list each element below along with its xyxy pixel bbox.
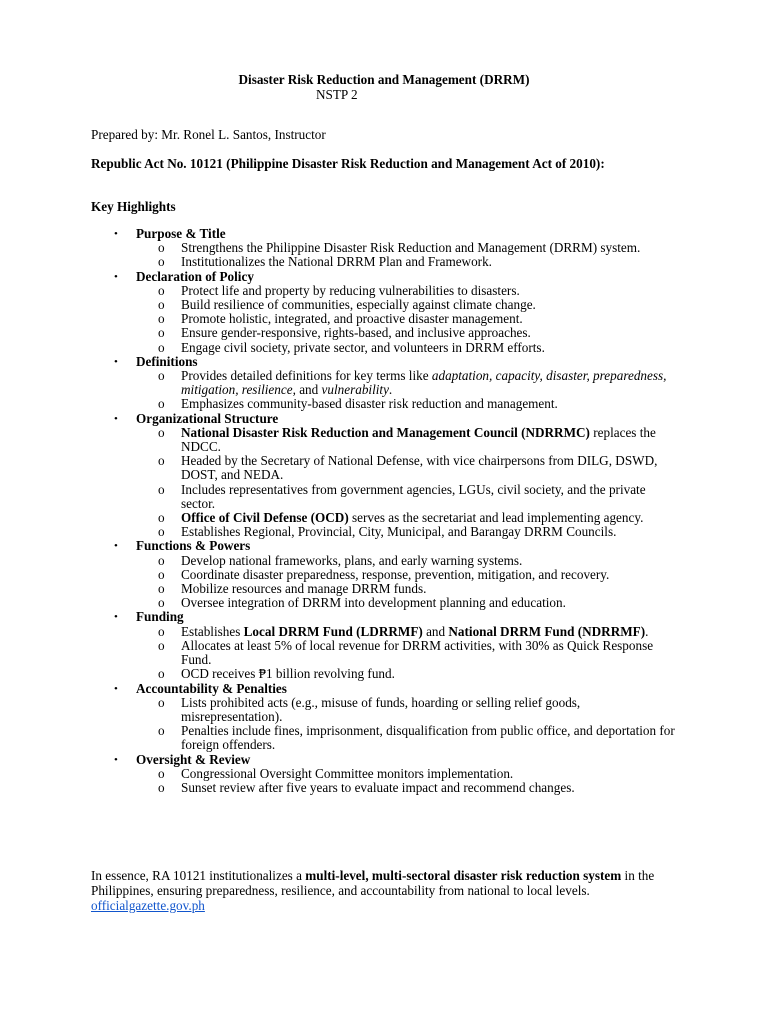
section-items <box>136 625 768 682</box>
item-text: Institutionalizes the National DRRM Plan and Framework. <box>181 254 492 270</box>
document-subtitle: NSTP 2 <box>316 87 358 102</box>
section-3 <box>0 412 768 540</box>
item-bullet: o <box>158 765 165 781</box>
item-text: Strengthens the Philippine Disaster Risk Reduction and Management (DRRM) system. <box>181 240 641 256</box>
section-bullet: • <box>114 270 118 283</box>
closing-lead: In essence, RA 10121 institutionalizes a <box>91 868 306 883</box>
item-bullet: o <box>158 637 165 653</box>
item-text: Penalties include fines, imprisonment, disqualification from public office, and deportation for foreign offenders. <box>181 723 675 753</box>
item-text: Emphasizes community-based disaster risk reduction and management. <box>181 396 558 412</box>
item-text: vulnerability <box>321 382 389 398</box>
section-0 <box>0 227 768 270</box>
section-bullet: • <box>114 540 118 553</box>
item-bullet: o <box>158 254 165 270</box>
key-highlights-heading: Key Highlights <box>91 199 176 214</box>
list-item <box>136 241 676 255</box>
section-items <box>136 554 768 611</box>
list-item <box>136 341 676 355</box>
list-item <box>136 525 676 539</box>
list-item <box>136 625 676 639</box>
item-text: Includes representatives from government agencies, LGUs, civil society, and the private sector. <box>181 481 646 511</box>
list-item <box>136 369 676 397</box>
list-item <box>136 724 676 752</box>
item-text: Office of Civil Defense (OCD) <box>181 510 349 526</box>
section-bullet: • <box>114 355 118 368</box>
section-items <box>136 767 768 795</box>
item-text: Mobilize resources and manage DRRM funds. <box>181 581 427 597</box>
item-text: . <box>645 623 649 639</box>
section-bullet: • <box>114 682 118 695</box>
section-title: Organizational Structure <box>136 410 279 426</box>
item-text: serves as the secretariat and lead implementing agency. <box>348 510 644 526</box>
item-bullet: o <box>158 595 165 611</box>
list-item <box>136 696 676 724</box>
list-item <box>136 255 676 269</box>
section-2 <box>0 355 768 412</box>
list-item <box>136 312 676 326</box>
list-item <box>136 511 676 525</box>
item-text: replaces the NDCC. <box>181 424 656 455</box>
item-bullet: o <box>158 694 165 710</box>
item-text: Oversee integration of DRRM into development planning and education. <box>181 595 566 611</box>
item-text: Allocates at least 5% of local revenue for DRRM activities, with 30% as Quick Response Fund. <box>181 637 654 668</box>
section-title: Funding <box>136 609 184 625</box>
item-bullet: o <box>158 396 165 412</box>
section-items <box>136 369 768 412</box>
item-text: Build resilience of communities, especially against climate change. <box>181 297 536 313</box>
item-text: Coordinate disaster preparedness, response, prevention, mitigation, and recovery. <box>181 566 610 582</box>
list-item <box>136 667 676 681</box>
section-bullet: • <box>114 228 118 240</box>
item-bullet: o <box>158 297 165 313</box>
section-title: Oversight & Review <box>136 751 251 767</box>
item-bullet: o <box>158 282 165 298</box>
item-bullet: o <box>158 552 165 568</box>
item-text: Congressional Oversight Committee monitors implementation. <box>181 765 514 781</box>
closing-paragraph <box>91 868 681 913</box>
list-item <box>136 568 676 582</box>
item-bullet: o <box>158 368 165 384</box>
item-bullet: o <box>158 453 165 469</box>
list-item <box>136 426 676 454</box>
item-text: Ensure gender-responsive, rights-based, and inclusive approaches. <box>181 325 531 341</box>
list-item <box>136 781 676 795</box>
item-text: Headed by the Secretary of National Defense, with vice chairpersons from DILG, DSWD, DOST, and NEDA. <box>181 453 658 483</box>
section-title: Functions & Powers <box>136 538 251 554</box>
section-1 <box>0 270 768 355</box>
item-text: Local DRRM Fund (LDRRMF) <box>243 623 423 639</box>
item-text: Promote holistic, integrated, and proactive disaster management. <box>181 311 523 327</box>
item-bullet: o <box>158 424 165 440</box>
list-item <box>136 397 676 411</box>
section-bullet: • <box>114 611 118 624</box>
item-bullet: o <box>158 481 165 497</box>
list-item <box>136 298 676 312</box>
item-text: Develop national frameworks, plans, and early warning systems. <box>181 552 523 568</box>
act-title: Republic Act No. 10121 (Philippine Disaster Risk Reduction and Management Act of 2010): <box>91 156 605 171</box>
item-bullet: o <box>158 325 165 341</box>
section-title: Purpose & Title <box>136 226 226 241</box>
item-bullet: o <box>158 524 165 540</box>
document-title: Disaster Risk Reduction and Management (DRRM) <box>238 72 530 87</box>
item-text: adaptation, capacity, disaster, preparedness, mitigation, resilience, <box>181 368 667 398</box>
item-bullet: o <box>158 339 165 355</box>
section-title: Definitions <box>136 353 198 369</box>
prepared-by-line: Prepared by: Mr. Ronel L. Santos, Instructor <box>91 127 326 142</box>
item-bullet: o <box>158 779 165 795</box>
item-bullet: o <box>158 581 165 597</box>
list-item <box>136 284 676 298</box>
section-items <box>136 426 768 540</box>
item-text: Establishes <box>181 623 244 639</box>
item-bullet: o <box>158 240 165 256</box>
item-bullet: o <box>158 510 165 526</box>
list-item <box>136 454 676 482</box>
item-bullet: o <box>158 623 165 639</box>
list-item <box>136 767 676 781</box>
section-items <box>136 284 768 355</box>
section-4 <box>0 539 768 610</box>
section-title: Accountability & Penalties <box>136 680 287 696</box>
item-text: . <box>388 382 393 398</box>
item-bullet: o <box>158 666 165 682</box>
list-item <box>136 483 676 511</box>
section-bullet: • <box>114 753 118 766</box>
item-text: Engage civil society, private sector, and volunteers in DRRM efforts. <box>181 339 545 355</box>
item-text: National DRRM Fund (NDRRMF) <box>448 623 646 639</box>
item-text: Protect life and property by reducing vulnerabilities to disasters. <box>181 282 520 298</box>
closing-rest: in the Philippines, ensuring preparedness, resilience, and accountability from national to local levels. <box>91 868 655 898</box>
item-text: OCD receives ₱1 billion revolving fund. <box>181 666 395 682</box>
item-text: and <box>295 382 322 398</box>
section-title: Declaration of Policy <box>136 268 254 284</box>
item-bullet: o <box>158 723 165 739</box>
list-item <box>136 639 676 667</box>
section-bullet: • <box>114 412 118 425</box>
item-bullet: o <box>158 311 165 327</box>
list-item <box>136 326 676 340</box>
section-5 <box>0 610 768 681</box>
item-text: Establishes Regional, Provincial, City, Municipal, and Barangay DRRM Councils. <box>181 524 617 540</box>
section-items <box>136 696 768 753</box>
list-item <box>136 582 676 596</box>
item-text: Sunset review after five years to evaluate impact and recommend changes. <box>181 779 575 795</box>
section-items <box>136 241 768 269</box>
section-6 <box>0 682 768 753</box>
source-link[interactable]: officialgazette.gov.ph <box>91 898 205 913</box>
list-item <box>136 554 676 568</box>
section-7 <box>0 753 768 796</box>
item-text: Provides detailed definitions for key terms like <box>181 368 432 384</box>
item-bullet: o <box>158 566 165 582</box>
list-item <box>136 596 676 610</box>
item-text: National Disaster Risk Reduction and Management Council (NDRRMC) <box>181 424 590 440</box>
item-text: and <box>422 623 449 639</box>
item-text: Lists prohibited acts (e.g., misuse of funds, hoarding or selling relief goods, misrepresentation). <box>181 694 581 724</box>
closing-bold: multi-level, multi-sectoral disaster risk reduction system <box>305 868 622 883</box>
highlights-list <box>0 227 768 795</box>
